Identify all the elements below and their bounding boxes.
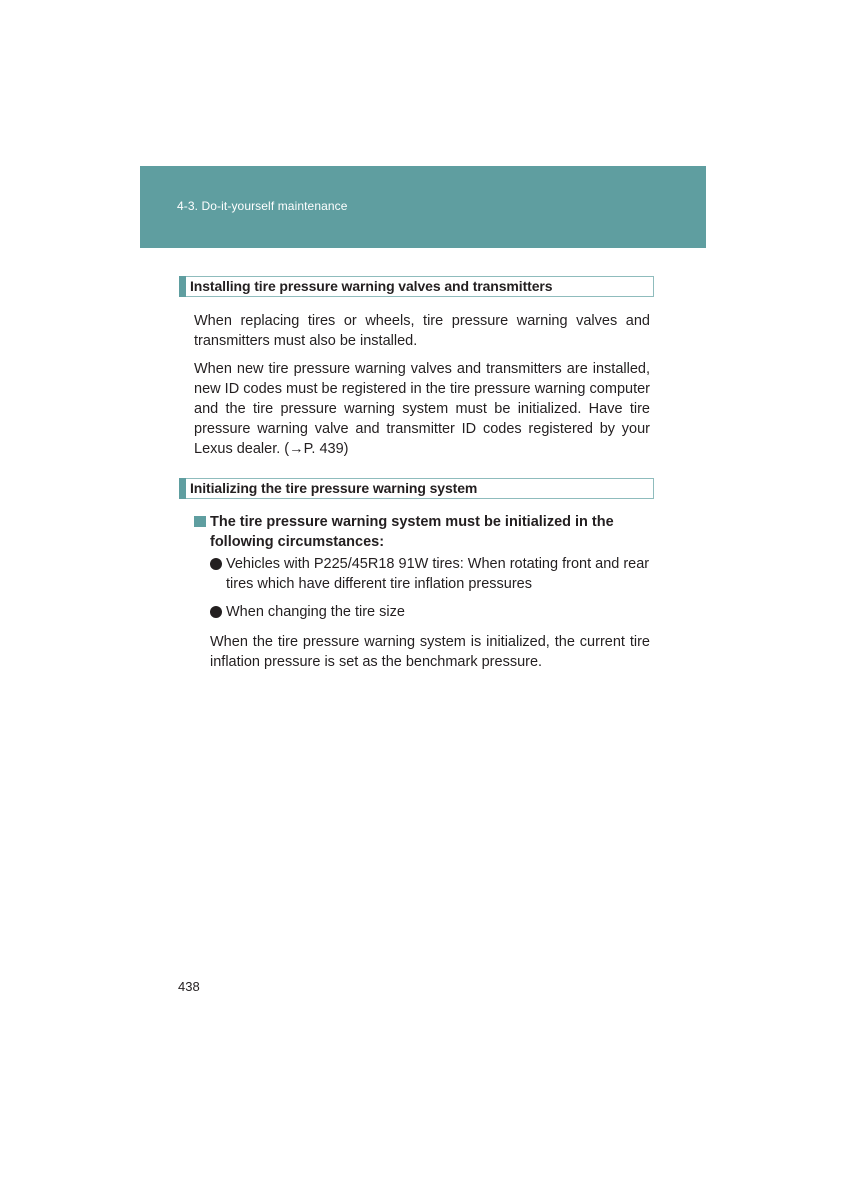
sub-heading-text: The tire pressure warning system must be initialized in the following circumstances: [210, 514, 614, 550]
page-number: 438 [178, 979, 200, 994]
section-heading-initializing [179, 478, 654, 499]
heading-accent-bar [179, 478, 186, 499]
section-heading-text: Initializing the tire pressure warning system [190, 480, 478, 496]
note-paragraph: When the tire pressure warning system is initialized, the current tire inflation pressure is set as the benchmark pressure. [210, 634, 650, 670]
chapter-header-band [140, 166, 706, 248]
section-heading-installing [179, 276, 654, 297]
chapter-section-title: 4-3. Do-it-yourself maintenance [177, 199, 348, 213]
square-bullet-icon [194, 516, 206, 527]
heading-accent-bar [179, 276, 186, 297]
bullet-dot-icon [210, 606, 222, 618]
paragraph: When new tire pressure warning valves and transmitters are installed, new ID codes must be registered in the tire pressure warning computer and the tire pressure warning system must be initialized. Have tire pressure warning valve and transmitter ID codes registered by your Lexus dealer. (→P. 439) [194, 361, 650, 457]
list-item-text: When changing the tire size [226, 604, 405, 620]
paragraph: When replacing tires or wheels, tire pressure warning valves and transmitters must also be installed. [194, 313, 650, 349]
list-item [210, 602, 652, 622]
list-item [210, 554, 652, 594]
list-item-text: Vehicles with P225/45R18 91W tires: When rotating front and rear tires which have different tire inflation pressures [226, 556, 650, 592]
sub-heading [194, 512, 654, 552]
bullet-dot-icon [210, 558, 222, 570]
section-heading-text: Installing tire pressure warning valves and transmitters [190, 278, 553, 294]
